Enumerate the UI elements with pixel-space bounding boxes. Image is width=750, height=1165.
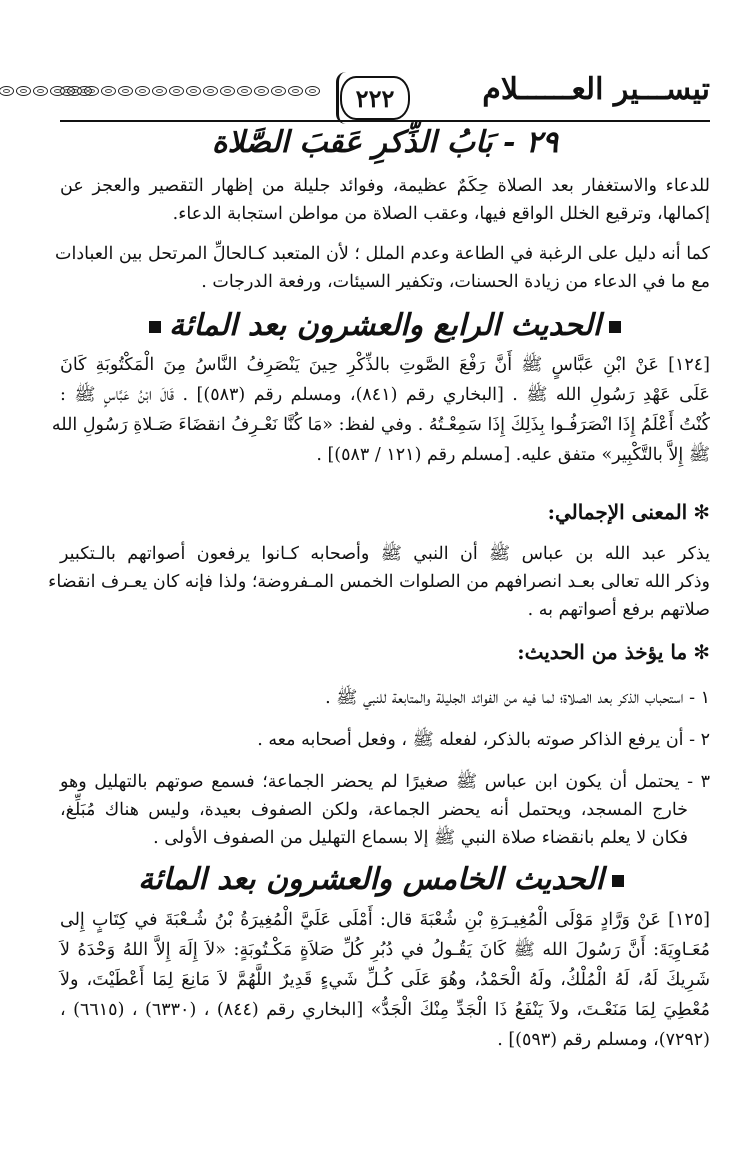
hadith-line: (٧٢٩٢)، ومسلم رقم (٥٩٣)] . <box>497 1030 710 1050</box>
square-bullet-icon <box>609 321 621 333</box>
hadith-124-text <box>51 350 710 470</box>
lesson-line: فكان لا يعلم بانقضاء صلاة النبي ﷺ إلا بسماع التهليل من الصفوف الأولى . <box>153 828 688 848</box>
intro-paragraph-2 <box>54 240 710 296</box>
lesson-line: ١ - استحباب الذكر بعد الصلاة؛ لما فيه من الفوائد الجليلة والمتابعة للنبي ﷺ . <box>325 688 710 708</box>
page-number: ٢٢٢ <box>340 76 410 120</box>
general-meaning-heading: ✻المعنى الإجمالي: <box>547 500 710 524</box>
intro-line: مع ما في الدعاء من زيادة الحسنات، وتكفير السيئات، ورفعة الدرجات . <box>201 272 710 292</box>
ornament-border <box>0 86 320 106</box>
asterisk-icon: ✻ <box>693 640 710 664</box>
hadith-line: [١٢٤] عَنْ ابْنِ عَبَّاسٍ ﷺ أَنَّ رَفْعَ الصَّوتِ بالذِّكْرِ حِينَ يَنْصَرِفُ النَّاسُ مِنَ الْمَكْتُوبَةِ كَانَ <box>60 355 710 375</box>
page-header <box>60 68 710 130</box>
hadith-125-text <box>60 905 710 1055</box>
meaning-line: صلاتهم برفع أصواتهم به . <box>527 600 710 620</box>
square-bullet-icon <box>149 321 161 333</box>
lesson-line: خارج المسجد، ويحتمل أنه يحضر الجماعة، ولكن الصفوف بعيدة، وليس هناك مُبَلِّغ، <box>60 800 688 820</box>
intro-paragraph <box>60 172 710 228</box>
lesson-item-2 <box>60 726 710 754</box>
running-title: تيســـير العــــــلام <box>482 72 710 107</box>
lesson-item-3 <box>60 768 710 852</box>
chapter-title: ٢٩ - بَابُ الذِّكرِ عَقبَ الصَّلاة <box>211 125 559 160</box>
meaning-line: وذكر الله تعالى بعـد انصرافهم من الصلوات الخمس المـفروضة؛ ولذا فإنه كان يعـرف انقضاء <box>48 572 710 592</box>
ornament-border-small <box>60 86 92 106</box>
hadith-line: عَلَى عَهْدِ رَسُولِ الله ﷺ . [البخاري رقم (٨٤١)، ومسلم رقم (٥٨٣)] . قَالَ ابْنُ عَبَّاسٍ ﷺ : <box>60 385 710 405</box>
hadith-line: مُعَـاوِيَةَ: أَنَّ رَسُولَ الله ﷺ كَانَ يَقُـولُ في دُبُرِ كُلِّ صَلاَةٍ مَكْـتُوبَةٍ: «لاَ إِلَهَ إِلاَّ اللهُ وَحْدَهُ لاَ <box>60 940 710 960</box>
hadith-line: [١٢٥] عَنْ وَرَّادٍ مَوْلَى الْمُغِيـرَةِ بْنِ شُعْبَةَ قال: أَمْلَى عَلَيَّ الْمُغِيرَةُ بْنُ شُـعْبَةَ في كِتَابٍ إِلى <box>60 910 710 930</box>
header-rule <box>60 120 710 122</box>
hadith-124-title: الحديث الرابع والعشرون بعد المائة <box>60 308 710 343</box>
general-meaning-text <box>48 540 710 624</box>
hadith-125-title: الحديث الخامس والعشرون بعد المائة <box>60 862 710 897</box>
lessons-heading: ✻ما يؤخذ من الحديث: <box>517 640 710 664</box>
lesson-line: ٢ - أن يرفع الذاكر صوته بالذكر، لفعله ﷺ ، وفعل أصحابه معه . <box>257 730 710 750</box>
hadith-line: ﷺ إِلاَّ بالتَّكْبِير» متفق عليه. [مسلم رقم (١٢١ / ٥٨٣)] . <box>316 445 710 465</box>
hadith-line: مُعْطِيَ لِمَا مَنَعْـتَ، ولاَ يَنْفَعُ ذَا الْجَدِّ مِنْكَ الْجَدُّ» [البخاري رقم (٨٤٤) ، (٦٣٣٠) ، (٦٦١٥) ، <box>60 1000 710 1020</box>
intro-line: كما أنه دليل على الرغبة في الطاعة وعدم الملل ؛ لأن المتعبد كـالحالِّ المرتحل بين العبادات <box>54 244 710 264</box>
intro-line: إكمالها، وترقيع الخلل الواقع فيها، وعقب الصلاة من مواطن استجابة الدعاء. <box>172 204 710 224</box>
square-bullet-icon <box>612 875 624 887</box>
hadith-line: شَرِيكَ لَهُ، لَهُ الْمُلْكُ، ولَهُ الْحَمْدُ، وهُوَ عَلَى كُـلِّ شَيءٍ قَدِيرٌ اللَّهُمَّ لاَ مَانِعَ لِمَا أَعْطَيْتَ، ولاَ <box>60 970 710 990</box>
intro-line: للدعاء والاستغفار بعد الصلاة حِكَمٌ عظيمة، وفوائد جليلة من إظهار التقصير والعجز عن <box>60 176 710 196</box>
lesson-line: ٣ - يحتمل أن يكون ابن عباس ﷺ صغيرًا لم يحضر الجماعة؛ فسمع صوتهم بالتهليل وهو <box>60 772 710 792</box>
lesson-item-1 <box>60 684 710 712</box>
hadith-line: كُنْتُ أَعْلَمُ إِذَا انْصَرَفُـوا بِذَلِكَ إِذَا سَمِعْـتُهُ . وفي لفظ: «مَا كُنَّا نَعْـرِفُ انقضَاءَ صَـلاةِ رَسُولِ الله <box>51 415 710 435</box>
meaning-line: يذكر عبد الله بن عباس ﷺ أن النبي ﷺ وأصحابه كـانوا يرفعون أصواتهم بالـتكبير <box>60 544 710 564</box>
asterisk-icon: ✻ <box>693 500 710 524</box>
